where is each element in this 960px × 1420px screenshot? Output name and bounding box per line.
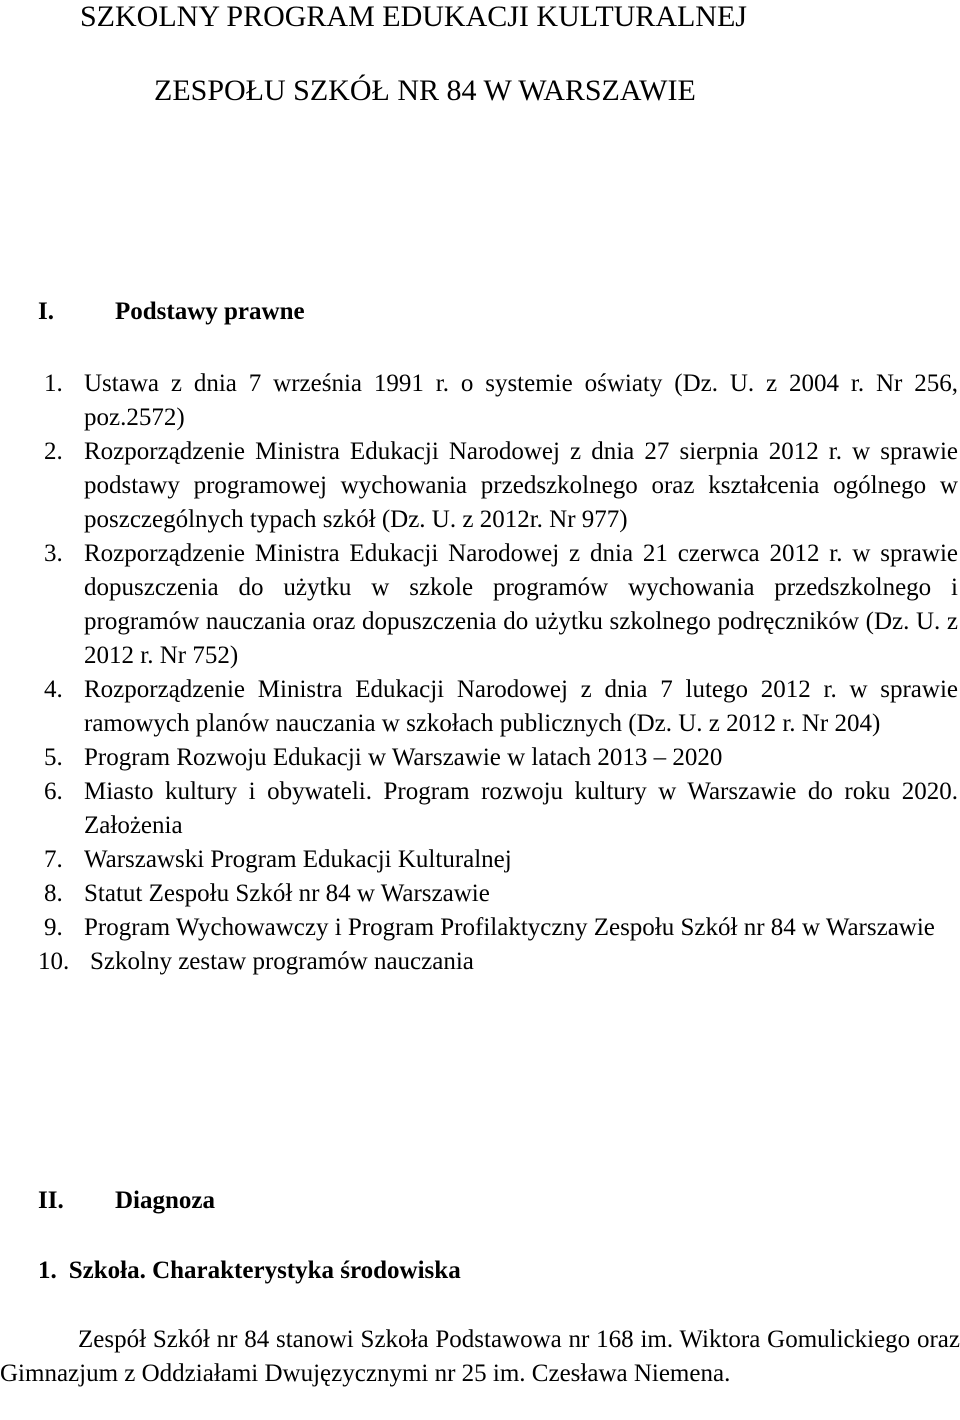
list-item [0,775,960,843]
list-item [0,945,960,979]
list-item [0,741,960,775]
section-heading-podstawy-prawne [38,298,305,326]
section-number: II. [38,1187,64,1214]
list-item-number: 4. [44,676,63,703]
subsection-title: Szkoła. Charakterystyka środowiska [68,1257,461,1284]
subsection-heading-szkola [38,1257,461,1285]
list-item-text: Statut Zespołu Szkół nr 84 w Warszawie [84,880,490,907]
list-item-number: 2. [44,438,63,465]
list-item-number: 3. [44,540,63,567]
document-title-line-1: SZKOLNY PROGRAM EDUKACJI KULTURALNEJ [80,0,747,33]
list-item-text: Ustawa z dnia 7 września 1991 r. o systemie oświaty (Dz. U. z 2004 r. Nr 256, poz.2572) [84,370,958,431]
section-number: I. [38,298,54,325]
list-item-text: Rozporządzenie Ministra Edukacji Narodowej z dnia 7 lutego 2012 r. w sprawie ramowych planów nauczania w szkołach publicznych (Dz. U. z 2012 r. Nr 204) [84,676,958,737]
list-item-text: Warszawski Program Edukacji Kulturalnej [84,846,512,873]
section-title: Podstawy prawne [115,298,305,325]
school-description-paragraph: Zespół Szkół nr 84 stanowi Szkoła Podstawowa nr 168 im. Wiktora Gomulickiego oraz Gimnazjum z Oddziałami Dwujęzycznymi nr 25 im. Czesława Niemena. [0,1326,960,1387]
list-item-number: 5. [44,744,63,771]
list-item-number: 1. [44,370,63,397]
list-item-text: Rozporządzenie Ministra Edukacji Narodowej z dnia 27 sierpnia 2012 r. w sprawie podstawy programowej wychowania przedszkolnego oraz kształcenia ogólnego w poszczególnych typach szkół (Dz. U. z 2012r. Nr 977) [84,438,958,533]
list-item [0,673,960,741]
list-item-text: Szkolny zestaw programów nauczania [90,948,474,975]
legal-basis-list [0,367,960,979]
list-item-text: Miasto kultury i obywateli. Program rozwoju kultury w Warszawie do roku 2020. Założenia [84,778,958,839]
section-heading-diagnoza [38,1187,215,1215]
list-item [0,537,960,673]
list-item-number: 6. [44,778,63,805]
list-item [0,843,960,877]
list-item-number: 7. [44,846,63,873]
section-title: Diagnoza [115,1187,215,1214]
list-item-text: Program Wychowawczy i Program Profilaktyczny Zespołu Szkół nr 84 w Warszawie [84,914,935,941]
document-title-line-2: ZESPOŁU SZKÓŁ NR 84 W WARSZAWIE [154,74,696,107]
list-item-number: 9. [44,914,63,941]
list-item-number: 8. [44,880,63,907]
subsection-number: 1. [38,1257,57,1284]
list-item-text: Rozporządzenie Ministra Edukacji Narodowej z dnia 21 czerwca 2012 r. w sprawie dopuszczenia do użytku w szkole programów wychowania przedszkolnego i programów nauczania oraz dopuszczenia do użytku szkolnego podręczników (Dz. U. z 2012 r. Nr 752) [84,540,958,669]
list-item-text: Program Rozwoju Edukacji w Warszawie w latach 2013 – 2020 [84,744,723,771]
list-item [0,435,960,537]
list-item [0,367,960,435]
list-item-number: 10. [38,948,70,975]
list-item [0,877,960,911]
list-item [0,911,960,945]
